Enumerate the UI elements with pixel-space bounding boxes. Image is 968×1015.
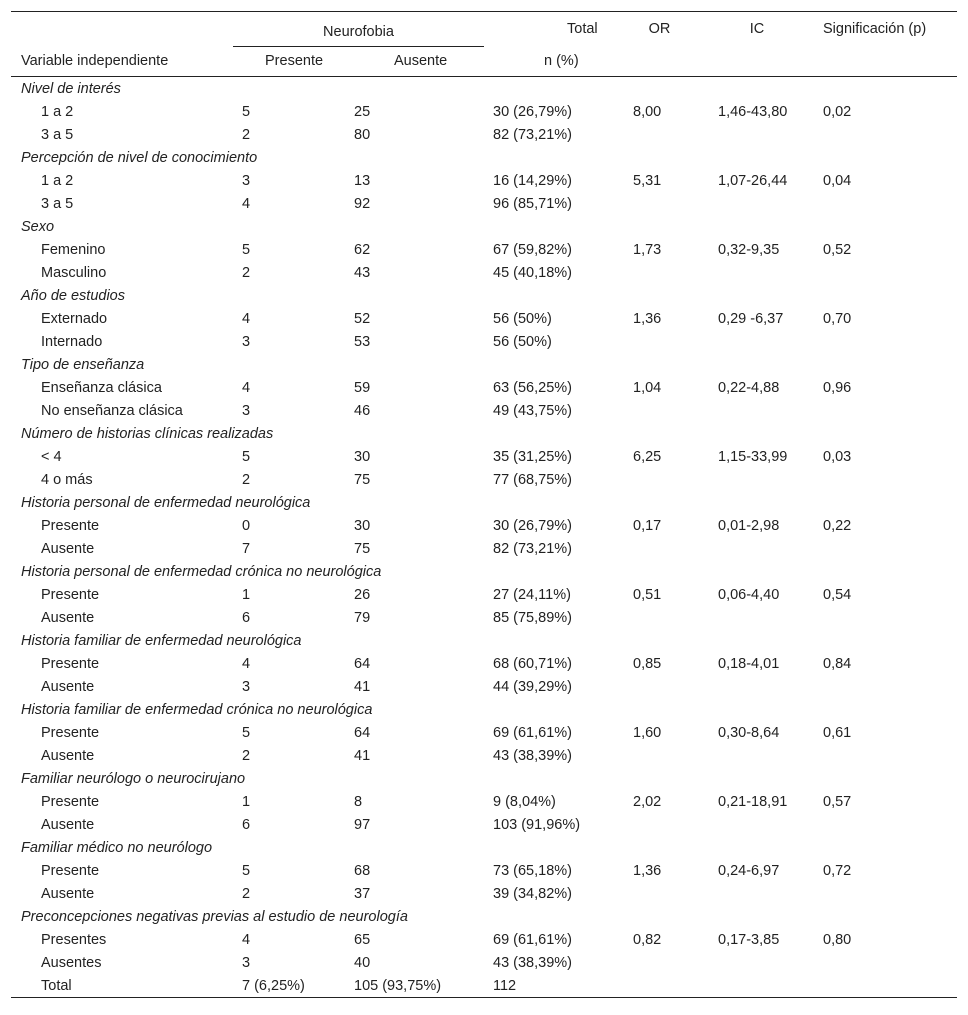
group-row — [11, 767, 957, 790]
cell-or: 2,02 — [633, 793, 662, 810]
cell-ausente: 80 — [354, 126, 371, 143]
cell-presente: 2 — [242, 264, 251, 281]
row-name: Ausente — [41, 540, 95, 557]
cell-ausente: 46 — [354, 402, 371, 419]
cell-ic: 0,24-6,97 — [718, 862, 780, 879]
data-table — [11, 11, 957, 998]
row-name: Ausente — [41, 609, 95, 626]
table-row — [11, 721, 957, 744]
cell-or: 0,17 — [633, 517, 662, 534]
cell-p: 0,96 — [823, 379, 852, 396]
row-name: Presentes — [41, 931, 107, 948]
header-presente: Presente — [232, 45, 344, 77]
row-name: < 4 — [41, 448, 62, 465]
cell-ic — [697, 537, 817, 560]
row-name: Internado — [41, 333, 103, 350]
cell-p: 0,57 — [823, 793, 852, 810]
group-label: Historia personal de enfermedad crónica no neurológica — [21, 563, 382, 580]
row-name: Enseñanza clásica — [41, 379, 162, 396]
cell-or: 0,85 — [633, 655, 662, 672]
cell-p: 0,02 — [823, 103, 852, 120]
cell-ic: 0,30-8,64 — [718, 724, 780, 741]
cell-ic — [697, 951, 817, 974]
group-row — [11, 560, 957, 583]
group-label: Sexo — [21, 218, 55, 235]
cell-total: 69 (61,61%) — [493, 724, 572, 741]
table-row — [11, 951, 957, 974]
row-name: Presente — [41, 655, 100, 672]
cell-p — [817, 192, 957, 215]
cell-presente: 3 — [242, 172, 251, 189]
cell-p: 0,80 — [823, 931, 852, 948]
cell-ic — [697, 399, 817, 422]
cell-ausente: 64 — [354, 655, 371, 672]
table-row — [11, 238, 957, 261]
cell-ausente: 75 — [354, 540, 371, 557]
group-label: Historia familiar de enfermedad neurológica — [21, 632, 302, 649]
header-or: OR — [622, 12, 697, 46]
cell-or — [622, 813, 697, 836]
cell-p — [817, 537, 957, 560]
cell-ic: 0,17-3,85 — [718, 931, 780, 948]
table-row — [11, 583, 957, 606]
cell-or — [622, 951, 697, 974]
row-name: 3 a 5 — [41, 126, 74, 143]
table-row — [11, 974, 957, 998]
table-row — [11, 813, 957, 836]
cell-presente: 2 — [242, 747, 251, 764]
table-row — [11, 307, 957, 330]
header-neurofobia: Neurofobia — [233, 21, 484, 47]
group-row — [11, 77, 957, 101]
cell-ausente: 52 — [354, 310, 371, 327]
cell-or: 0,82 — [633, 931, 662, 948]
cell-presente: 5 — [242, 862, 251, 879]
cell-presente: 5 — [242, 448, 251, 465]
header-sig: Significación (p) — [817, 12, 957, 46]
group-row — [11, 284, 957, 307]
table-container — [11, 11, 957, 998]
cell-presente: 5 — [242, 103, 251, 120]
cell-or — [622, 123, 697, 146]
row-name: Ausente — [41, 885, 95, 902]
cell-p — [817, 744, 957, 767]
cell-total: 45 (40,18%) — [493, 264, 572, 281]
group-row — [11, 353, 957, 376]
group-label: Historia personal de enfermedad neurológica — [21, 494, 311, 511]
group-label: Tipo de enseñanza — [21, 356, 145, 373]
cell-presente: 5 — [242, 241, 251, 258]
cell-presente: 2 — [242, 885, 251, 902]
cell-presente: 0 — [242, 517, 251, 534]
cell-total: 96 (85,71%) — [493, 195, 572, 212]
cell-presente: 1 — [242, 586, 251, 603]
cell-ic: 0,06-4,40 — [718, 586, 780, 603]
cell-or — [622, 192, 697, 215]
cell-ausente: 41 — [354, 678, 371, 695]
table-row — [11, 169, 957, 192]
group-label: Nivel de interés — [21, 80, 121, 97]
cell-p: 0,54 — [823, 586, 852, 603]
cell-or — [622, 882, 697, 905]
cell-presente: 2 — [242, 471, 251, 488]
cell-ic — [697, 261, 817, 284]
cell-or — [622, 744, 697, 767]
row-name: Presente — [41, 862, 100, 879]
cell-ausente: 53 — [354, 333, 371, 350]
row-name: 1 a 2 — [41, 172, 74, 189]
cell-or — [622, 399, 697, 422]
group-label: Familiar médico no neurólogo — [21, 839, 213, 856]
cell-ausente: 40 — [354, 954, 371, 971]
table-body — [11, 77, 957, 998]
table-row — [11, 376, 957, 399]
table-row — [11, 261, 957, 284]
cell-presente: 4 — [242, 379, 251, 396]
row-name: No enseñanza clásica — [41, 402, 183, 419]
cell-presente: 4 — [242, 931, 251, 948]
cell-ic: 0,22-4,88 — [718, 379, 780, 396]
table-row — [11, 675, 957, 698]
table-row — [11, 123, 957, 146]
cell-total: 85 (75,89%) — [493, 609, 572, 626]
row-name: Presente — [41, 517, 100, 534]
cell-total: 16 (14,29%) — [493, 172, 572, 189]
cell-p: 0,72 — [823, 862, 852, 879]
row-name: Ausente — [41, 678, 95, 695]
cell-ic — [697, 882, 817, 905]
cell-ic — [697, 192, 817, 215]
cell-p: 0,61 — [823, 724, 852, 741]
group-row — [11, 146, 957, 169]
group-label: Preconcepciones negativas previas al estudio de neurología — [21, 908, 408, 925]
group-row — [11, 491, 957, 514]
cell-presente: 3 — [242, 402, 251, 419]
cell-total: 56 (50%) — [493, 310, 552, 327]
cell-ic: 0,01-2,98 — [718, 517, 780, 534]
cell-p — [817, 468, 957, 491]
table-row — [11, 606, 957, 629]
cell-presente: 3 — [242, 333, 251, 350]
group-row — [11, 215, 957, 238]
cell-total: 44 (39,29%) — [493, 678, 572, 695]
cell-total: 39 (34,82%) — [493, 885, 572, 902]
cell-ausente: 65 — [354, 931, 371, 948]
cell-ic: 0,21-18,91 — [718, 793, 788, 810]
cell-ausente: 64 — [354, 724, 371, 741]
cell-total: 63 (56,25%) — [493, 379, 572, 396]
row-name: Ausente — [41, 816, 95, 833]
header-variable: Variable independiente — [11, 45, 232, 77]
table-row — [11, 514, 957, 537]
cell-total: 56 (50%) — [493, 333, 552, 350]
group-label: Historia familiar de enfermedad crónica no neurológica — [21, 701, 373, 718]
cell-ic — [697, 606, 817, 629]
cell-p: 0,04 — [823, 172, 852, 189]
cell-or — [622, 330, 697, 353]
cell-ic: 0,29 -6,37 — [718, 310, 784, 327]
cell-ic: 0,18-4,01 — [718, 655, 780, 672]
cell-ic: 0,32-9,35 — [718, 241, 780, 258]
cell-presente: 6 — [242, 816, 251, 833]
cell-presente: 4 — [242, 655, 251, 672]
cell-or: 5,31 — [633, 172, 662, 189]
group-row — [11, 905, 957, 928]
cell-total: 35 (31,25%) — [493, 448, 572, 465]
cell-p: 0,03 — [823, 448, 852, 465]
cell-presente: 6 — [242, 609, 251, 626]
cell-total: 69 (61,61%) — [493, 931, 572, 948]
table-row — [11, 468, 957, 491]
table-row — [11, 744, 957, 767]
cell-or: 1,36 — [633, 310, 662, 327]
row-name: 3 a 5 — [41, 195, 74, 212]
header-ic: IC — [697, 12, 817, 46]
cell-p: 0,22 — [823, 517, 852, 534]
cell-p — [817, 123, 957, 146]
row-name: Masculino — [41, 264, 107, 281]
cell-total: 30 (26,79%) — [493, 517, 572, 534]
cell-ausente: 26 — [354, 586, 371, 603]
cell-or — [622, 261, 697, 284]
table-header — [11, 12, 957, 77]
cell-ausente: 30 — [354, 448, 371, 465]
group-label: Percepción de nivel de conocimiento — [21, 149, 258, 166]
cell-total: 43 (38,39%) — [493, 747, 572, 764]
row-name: Externado — [41, 310, 108, 327]
cell-total: 68 (60,71%) — [493, 655, 572, 672]
cell-or: 1,73 — [633, 241, 662, 258]
group-row — [11, 836, 957, 859]
cell-total: 43 (38,39%) — [493, 954, 572, 971]
cell-p: 0,84 — [823, 655, 852, 672]
cell-presente: 3 — [242, 954, 251, 971]
cell-p — [817, 675, 957, 698]
cell-ic — [697, 468, 817, 491]
cell-ausente: 41 — [354, 747, 371, 764]
group-row — [11, 422, 957, 445]
cell-or: 1,60 — [633, 724, 662, 741]
row-name: Presente — [41, 586, 100, 603]
row-name: Femenino — [41, 241, 106, 258]
cell-total: 77 (68,75%) — [493, 471, 572, 488]
cell-ausente: 8 — [354, 793, 363, 810]
cell-or — [622, 675, 697, 698]
header-total-sub: n (%) — [483, 45, 622, 77]
cell-ic: 1,46-43,80 — [718, 103, 788, 120]
cell-presente: 7 (6,25%) — [232, 974, 344, 998]
cell-or — [622, 537, 697, 560]
row-name: Ausente — [41, 747, 95, 764]
cell-ic — [697, 744, 817, 767]
cell-p — [817, 974, 957, 998]
cell-presente: 4 — [242, 195, 251, 212]
row-name: Total — [11, 974, 232, 998]
cell-total: 82 (73,21%) — [493, 540, 572, 557]
cell-total: 9 (8,04%) — [493, 793, 556, 810]
cell-presente: 3 — [242, 678, 251, 695]
cell-ausente: 25 — [354, 103, 371, 120]
cell-presente: 5 — [242, 724, 251, 741]
cell-ic — [697, 675, 817, 698]
cell-ausente: 62 — [354, 241, 371, 258]
cell-total: 67 (59,82%) — [493, 241, 572, 258]
cell-p — [817, 882, 957, 905]
cell-total: 82 (73,21%) — [493, 126, 572, 143]
cell-p — [817, 813, 957, 836]
cell-ausente: 30 — [354, 517, 371, 534]
table-row — [11, 445, 957, 468]
cell-total: 112 — [483, 974, 622, 998]
cell-p — [817, 951, 957, 974]
cell-presente: 4 — [242, 310, 251, 327]
cell-ic — [697, 813, 817, 836]
table-row — [11, 192, 957, 215]
cell-ausente: 68 — [354, 862, 371, 879]
cell-ausente: 59 — [354, 379, 371, 396]
cell-ausente: 92 — [354, 195, 371, 212]
table-row — [11, 330, 957, 353]
cell-or — [622, 468, 697, 491]
cell-ausente: 75 — [354, 471, 371, 488]
cell-or: 0,51 — [633, 586, 662, 603]
row-name: 4 o más — [41, 471, 93, 488]
cell-or — [622, 974, 697, 998]
table-row — [11, 882, 957, 905]
table-row — [11, 790, 957, 813]
cell-ausente: 97 — [354, 816, 371, 833]
cell-ausente: 37 — [354, 885, 371, 902]
cell-or: 6,25 — [633, 448, 662, 465]
cell-ic: 1,15-33,99 — [718, 448, 788, 465]
cell-presente: 1 — [242, 793, 251, 810]
cell-total: 73 (65,18%) — [493, 862, 572, 879]
cell-presente: 2 — [242, 126, 251, 143]
table-row — [11, 928, 957, 951]
cell-p — [817, 330, 957, 353]
cell-total: 49 (43,75%) — [493, 402, 572, 419]
cell-total: 27 (24,11%) — [493, 586, 571, 603]
cell-ic — [697, 330, 817, 353]
group-label: Año de estudios — [21, 287, 125, 304]
cell-p: 0,52 — [823, 241, 852, 258]
cell-or — [622, 606, 697, 629]
table-row — [11, 399, 957, 422]
cell-p: 0,70 — [823, 310, 852, 327]
cell-total: 103 (91,96%) — [493, 816, 581, 833]
row-name: Presente — [41, 793, 100, 810]
cell-ic: 1,07-26,44 — [718, 172, 788, 189]
cell-p — [817, 606, 957, 629]
group-row — [11, 698, 957, 721]
group-row — [11, 629, 957, 652]
cell-or: 1,36 — [633, 862, 662, 879]
cell-presente: 7 — [242, 540, 251, 557]
cell-ic — [697, 974, 817, 998]
cell-total: 30 (26,79%) — [493, 103, 572, 120]
cell-p — [817, 399, 957, 422]
cell-ausente: 13 — [354, 172, 371, 189]
cell-p — [817, 261, 957, 284]
cell-ic — [697, 123, 817, 146]
table-row — [11, 859, 957, 882]
table-row — [11, 100, 957, 123]
table-row — [11, 652, 957, 675]
table-row — [11, 537, 957, 560]
cell-ausente: 43 — [354, 264, 371, 281]
row-name: Ausentes — [41, 954, 102, 971]
header-ausente: Ausente — [344, 45, 483, 77]
cell-or: 8,00 — [633, 103, 662, 120]
cell-ausente: 105 (93,75%) — [344, 974, 483, 998]
group-label: Número de historias clínicas realizadas — [21, 425, 274, 442]
row-name: 1 a 2 — [41, 103, 74, 120]
cell-or: 1,04 — [633, 379, 662, 396]
group-label: Familiar neurólogo o neurocirujano — [21, 770, 246, 787]
row-name: Presente — [41, 724, 100, 741]
header-total: Total — [567, 20, 598, 37]
cell-ausente: 79 — [354, 609, 371, 626]
